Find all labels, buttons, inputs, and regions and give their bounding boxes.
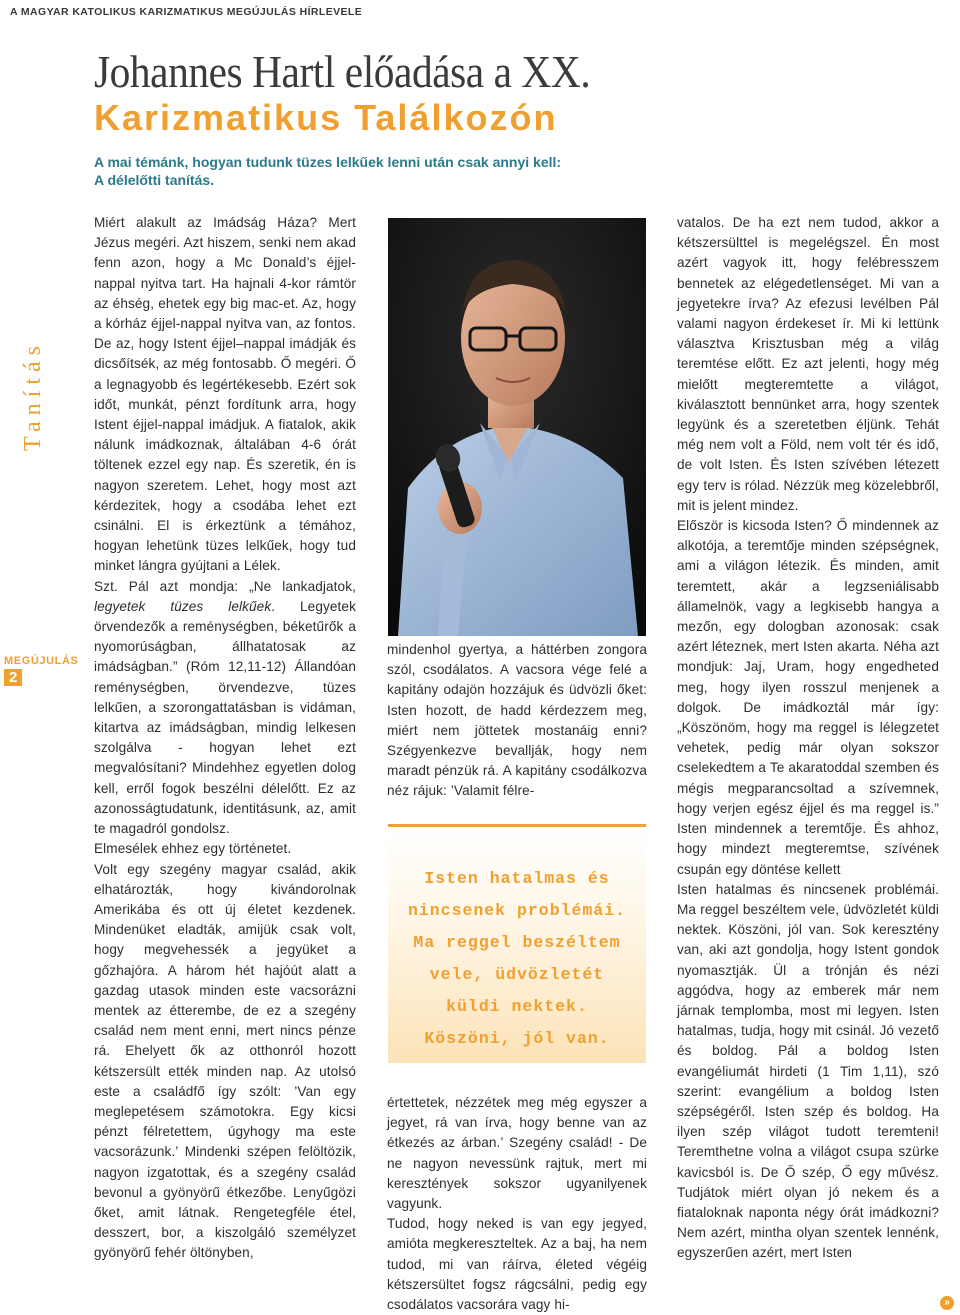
newsletter-kicker: A MAGYAR KATOLIKUS KARIZMATIKUS MEGÚJULÁS HÍRLEVELE [10, 6, 363, 18]
article-subtitle: Karizmatikus Találkozón [94, 97, 558, 138]
article-title: Johannes Hartl előadása a XX. [94, 46, 591, 97]
speaker-portrait-image [388, 218, 646, 636]
lead-line-1: A mai témánk, hogyan tudunk tüzes lelkűek lenni után csak annyi kell: [94, 154, 562, 170]
speaker-photo [388, 218, 646, 636]
page-number: 2 [4, 669, 22, 686]
paragraph: Isten hatalmas és nincsenek problémái. Ma reggel beszéltem vele, üdvözletét küldi nektek. Köszöni, jól van. Sok keresztény van, aki azt gondolja, hogy Istent gondok nyomasztják. Ül a trónján és nézi aggódva, hogy az emberek már nem járnak templomba, most mi legyen. Isten hatalmas, tudja, hogy mit csinál. Jó vezető és boldog. Pál a boldog Isten evangéliumát hirdeti (1 Tim 1,11), szó szerint: evangélium a boldog Isten szépségéről. Isten szép és boldog. Ha ilyen szép világot tudott teremteni! Teremthetne volna a világot csupa szürke kavicsból is. De Ő szép, Ő egy művész. Tudjátok miért olyan jó nekem és a fiataloknak naponta négy órát imádkozni? Nem azért, mintha olyan szentek lennénk, egyszerűen azért, mert Isten [677, 881, 939, 1261]
publication-name: MEGÚJULÁS [4, 655, 79, 667]
paragraph: Szt. Pál azt mondja: „Ne lankadjatok, legyetek tüzes lelkűek. Legyetek örvendezők a reménységben, béketűrők a nyomorúságban, állhatatosak az imádságban.” (Róm 12,11-12) Állandóan reménységben, örvendezve, tüzes lelkűen, a szorongattatásban is vidáman, kitartva az imádságban, mindig lelkesen szolgálva - hogyan lehet ezt megvalósítani? Mindehhez egyetlen dolog kell, erről fogok beszélni délelőtt. Ez az azonosságtudatunk, identitásunk, az, amit te magadról gondolsz. [94, 578, 356, 837]
article-column-1 [94, 213, 356, 1264]
page-folio [4, 655, 80, 685]
article-column-3 [677, 213, 939, 1264]
paragraph: mindenhol gyertya, a háttérben zongora szól, csodálatos. A vacsora vége felé a kapitány odajön hozzájuk és üdvözli őket: Isten hozott, de hadd kérdezzem meg, miért nem jöttetek mostanáig enni? Szégyenkezve bevallják, hogy nem maradt pénzük rá. A kapitány csodálkozva néz rájuk: ’Valamit félre- [387, 642, 647, 799]
article-column-2-top [387, 640, 647, 802]
paragraph: Tudod, hogy neked is van egy jegyed, amióta megkereszteltek. Az a baj, ha nem tudod, mi van ráírva, életed végéig kétszersültet fogsz rágcsálni, pedig egy csodálatos vacsorára vagy hi- [387, 1216, 647, 1313]
lead-line-2: A délelőtti tanítás. [94, 172, 215, 188]
emphasis: legyetek tüzes lelkűek [94, 598, 272, 614]
continue-arrow-icon: » [940, 1296, 954, 1310]
paragraph: Volt egy szegény magyar család, akik elhatározták, hogy kivándorolnak Amerikába és ott új életet kezdenek. Mindenüket eladták, amijük csak volt, hogy megvehessék a jegyüket a gőzhajóra. A három hét hajóút alatt a gazdag utasok minden este vacsorázni mentek az étterembe, de ez a szegény család nem ment enni, mert nincs pénze rá. Ehelyett ők az otthonról hozott kétszersült ették minden nap. Az utolsó este a családfő így szólt: ’Van egy meglepetésem számotokra. Egy kicsi pénzt félretettem, úgyhogy ma este vacsorázunk.’ Mindenki szépen felöltözik, nagyon izgatottak, és a szegény család bevonul a gyönyörű étkezőbe. Lenyűgözi őket, amit látnak. Rengetegféle étel, desszert, bor, a kiszolgáló személyzet gyönyörű fehér öltönyben, [94, 861, 356, 1261]
paragraph: értettetek, nézzétek meg még egyszer a jegyet, rá van írva, hogy benne van az étkezés az árban.’ Szegény család! - De ne nagyon nevessünk rajtuk, mert mi keresztények sokszor ugyanilyenek vagyunk. [387, 1095, 647, 1212]
paragraph: Miért alakult az Imádság Háza? Mert Jézus megéri. Azt hiszem, senki nem akad fenn azon, hogy a Mc Donald’s éjjel-nappal nyitva tart. Ha hajnali 4-kor rámtör az éhség, ehetek egy big mac-et. Az, hogy a kórház éjjel-nappal nyitva van, az fontos. De az, hogy Istent éjjel–nappal imádják és dicsőítsék, az még fontosabb. Ő megéri. Ő a legnagyobb és legértékesebb. Ezért sok időt, munkát, pénzt fordítunk arra, hogy Istent éjjel-nappal imádjuk. A fiatalok, akik nálunk imádkoznak, általában 4-6 órát töltenek ezzel egy nap. És szeretik, én is nagyon szeretem. Lehet, hogy most azt kérdezitek, hogy a csodába lehet ezt csinálni. El is érkeztünk a témához, hogyan lehetünk tüzes lelkűek, hogy tud minket lángra gyújtani a Lélek. [94, 215, 356, 574]
paragraph: vatalos. De ha ezt nem tudod, akkor a kétszersülttel is megelégszel. Én most azért vagyok itt, hogy felébresszem bennetek az elégedetlenséget. Mi van a jegyetekre írva? Az efezusi levélben Pál valami nagyon érdekeset ír. Mi ki lettünk választva Krisztusban még a világ teremtése előtt. Ez azt jelenti, hogy még mielőtt megteremtette a világot, kiválasztott bennünket arra, hogy szentek legyünk és a szeretetben éljünk. Tehát még nem volt a Föld, nem volt tér és idő, de volt Isten. És Isten szívében létezett egy terv is rólad. Nézzük meg közelebbről, mit is jelent mindez. [677, 215, 939, 513]
article-lead [94, 153, 634, 189]
article-column-2-bottom [387, 1093, 647, 1315]
section-label: Tanítás [20, 340, 46, 451]
pull-quote [388, 824, 646, 1063]
paragraph: Először is kicsoda Isten? Ő mindennek az alkotója, a teremtője minden szépségnek, ami a világon létezik. És minden, amit teremtett, akár a legzseniálisabb államelnök, vagy a legkisebb hangya a mezőn, egy dologban azonosak: csak azért léteznek, mert Isten akarta. Néha azt mondjuk: Jaj, Uram, hogy engedheted meg, hogy ilyen rosszul menjenek a dolgok. De imádkoztál már így: „Köszönöm, hogy ma reggel is lélegzetet vehetek, pedig már olyan sokszor cselekedtem a Te akaratoddal szemben és mégis megparancsoltad a szívemnek, hogy verjen egész éjjel és ma reggel is.” Isten mindennek a teremtője. És ahhoz, hogy mindezt megteremtse, szívének csupán egy döntése kellett [677, 518, 939, 877]
pull-quote-text: Isten hatalmas és nincsenek problémái. Ma reggel beszéltem vele, üdvözletét küldi nektek. Köszöni, jól van. [407, 869, 627, 1048]
paragraph: Elmesélek ehhez egy történetet. [94, 841, 292, 857]
